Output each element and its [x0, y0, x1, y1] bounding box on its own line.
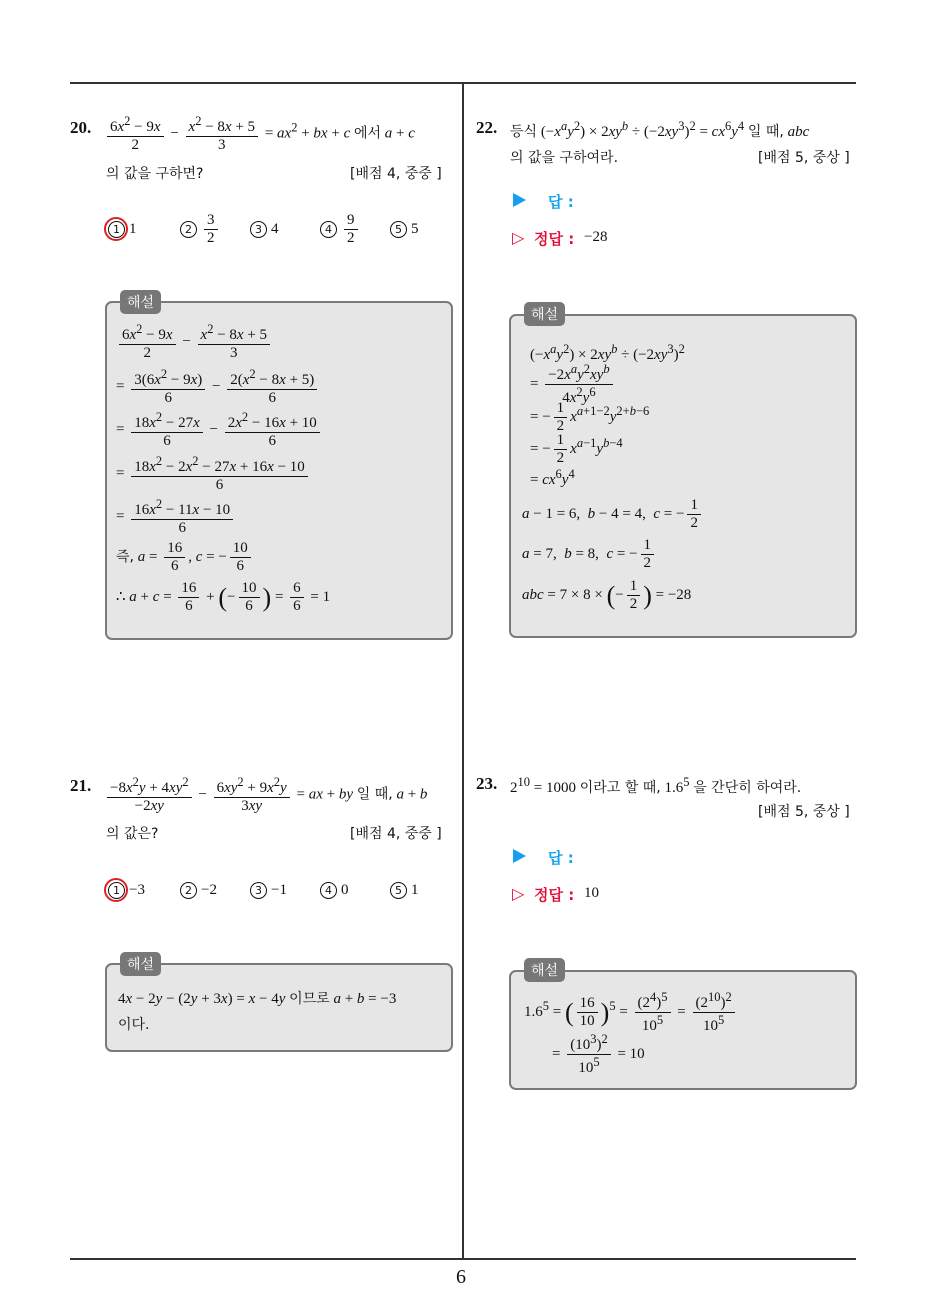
bottom-rule: [70, 1258, 856, 1260]
triangle-outline-icon: ▷: [512, 884, 525, 903]
question-formula: $\frac{-8x^2y + 4xy^2}{-2xy}$ − $\frac{6xy^2 + 9x^2y}{3xy}$ = ax + by 일 때, a + b: [104, 775, 427, 816]
triangle-outline-icon: ▷: [512, 228, 525, 247]
solution-line: 즉, a = $\frac{16}{6}$ , c = − $\frac{10}{6}$: [116, 540, 254, 576]
solution-line: = $\frac{(10^3)^2}{10^5}$ = 10: [552, 1032, 645, 1077]
question-formula: $2^{10} = 1000$ 이라고 할 때, $1.6^5$ 을 간단히 하여라.: [510, 775, 802, 796]
page-number: 6: [456, 1266, 466, 1288]
question-meta: [배점 4, 중중 ]: [350, 826, 442, 842]
choice-2[interactable]: 2 $\frac{3}{2}$: [180, 212, 221, 248]
solution-line: ∴ a + c = $\frac{16}{6}$ + (− $\frac{10}{6}$ ) = $\frac{6}{6}$ = 1: [116, 580, 331, 615]
question-number: 21.: [70, 776, 92, 795]
column-divider: [462, 82, 464, 1260]
solution-line: = − $\frac{1}{2}$ $x^{a-1}y^{b-4}$: [530, 432, 623, 467]
choice-1[interactable]: 1 −3: [108, 882, 145, 899]
solution-tag: 해설: [120, 952, 161, 976]
question-number: 20.: [70, 118, 92, 137]
choice-2[interactable]: 2 −2: [180, 882, 217, 899]
solution-line: a − 1 = 6, b − 4 = 4, c = − $\frac{1}{2}$: [522, 497, 704, 533]
choice-4[interactable]: 4 0: [320, 882, 349, 899]
question-formula: 등식 $(-x^ay^2) \times 2xy^b \div (-2xy^3)^2 = cx^6y^4$ 일 때, abc: [510, 119, 810, 140]
choice-3[interactable]: 3 4: [250, 221, 279, 238]
question-formula: $\frac{6x^2 - 9x}{2}$ − $\frac{x^2 - 8x + 5}{3}$ = $ax^2$ + bx + c 에서 a + c: [104, 114, 415, 155]
choice-1[interactable]: 1 1: [108, 221, 137, 238]
solution-tag: 해설: [524, 302, 565, 326]
choice-5[interactable]: 5 1: [390, 882, 419, 899]
answer-label: 답 :: [548, 849, 574, 867]
correct-label: 정답 :: [534, 230, 575, 248]
question-number: 22.: [476, 118, 498, 137]
triangle-right-icon: [513, 193, 526, 207]
question-text: 의 값을 구하여라.: [510, 150, 619, 166]
solution-line: = $\frac{-2x^ay^2xy^b}{4x^2y^6}$: [530, 362, 616, 408]
choice-5[interactable]: 5 5: [390, 221, 419, 238]
solution-line: a = 7, b = 8, c = − $\frac{1}{2}$: [522, 537, 657, 573]
solution-line: = $\frac{3(6x^2 - 9x)}{6}$ − $\frac{2(x^2 - 8x + 5)}{6}$: [116, 367, 320, 408]
solution-line: abc = 7 × 8 × (− $\frac{1}{2}$ ) = −28: [522, 578, 692, 613]
solution-line: $(-x^ay^2) \times 2xy^b \div (-2xy^3)^2$: [530, 342, 685, 363]
solution-line: = $\frac{18x^2 - 27x}{6}$ − $\frac{2x^2 - 16x + 10}{6}$: [116, 410, 323, 451]
correct-answer: −28: [584, 229, 608, 245]
question-number: 23.: [476, 774, 498, 793]
correct-answer: 10: [584, 885, 599, 901]
question-meta: [배점 4, 중중 ]: [350, 166, 442, 182]
question-text: 의 값을 구하면?: [106, 166, 204, 182]
choice-4[interactable]: 4 $\frac{9}{2}$: [320, 212, 361, 248]
solution-line: 이다.: [118, 1017, 150, 1033]
solution-line: 4x − 2y − (2y + 3x) = x − 4y 이므로 a + b = −3: [118, 991, 397, 1007]
solution-line: $\frac{6x^2 - 9x}{2}$ − $\frac{x^2 - 8x + 5}{3}$: [116, 322, 273, 363]
question-text: 의 값은?: [106, 826, 159, 842]
question-meta: [배점 5, 중상 ]: [758, 150, 850, 166]
solution-tag: 해설: [120, 290, 161, 314]
question-meta: [배점 5, 중상 ]: [758, 804, 850, 820]
triangle-right-icon: [513, 849, 526, 863]
correct-label: 정답 :: [534, 886, 575, 904]
answer-label: 답 :: [548, 193, 574, 211]
solution-line: $1.6^5$ = ( $\frac{16}{10}$ )$^5$ = $\frac{(2^4)^5}{10^5}$ = $\frac{(2^{10})^2}{10^5}$: [524, 990, 738, 1036]
solution-line: = $cx^6y^4$: [530, 467, 575, 488]
solution-line: = $\frac{18x^2 - 2x^2 - 27x + 16x - 10}{6}$: [116, 454, 311, 495]
solution-tag: 해설: [524, 958, 565, 982]
solution-line: = − $\frac{1}{2}$ $x^{a+1-2}y^{2+b-6}$: [530, 400, 650, 435]
choice-3[interactable]: 3 −1: [250, 882, 287, 899]
solution-line: = $\frac{16x^2 - 11x - 10}{6}$: [116, 497, 236, 538]
